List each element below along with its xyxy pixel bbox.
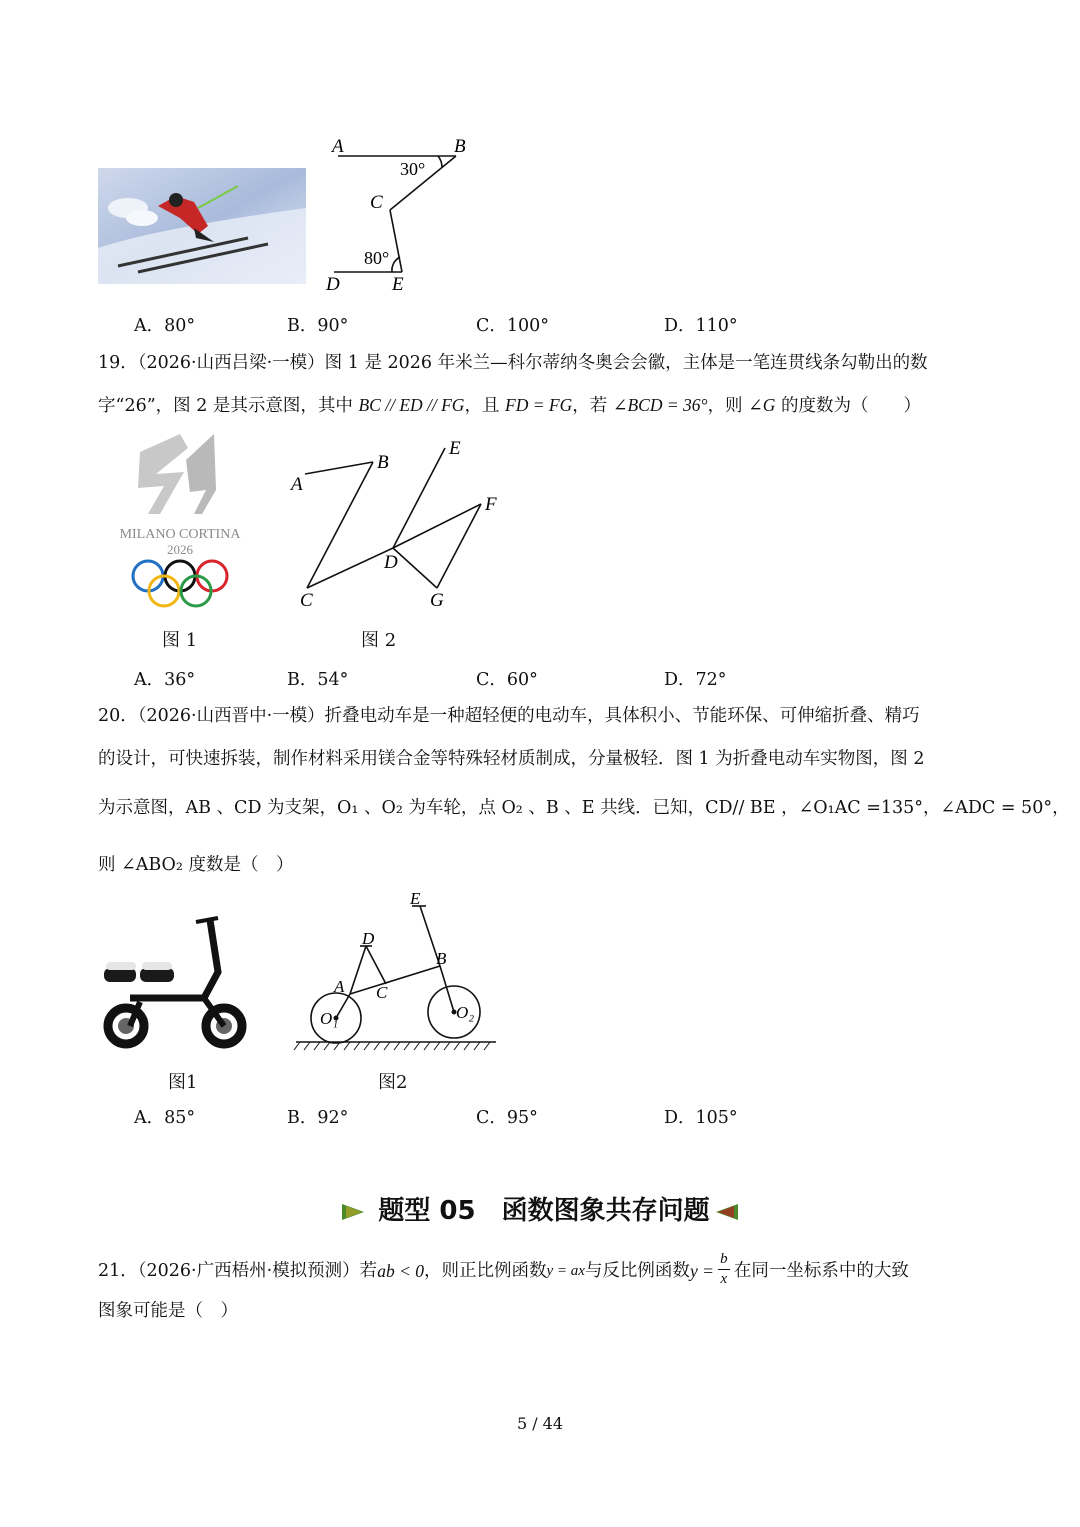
q18-geometry-figure	[320, 132, 480, 297]
q19-option-c: C．60°	[476, 670, 538, 690]
label-E: E	[410, 890, 421, 908]
label-D: D	[384, 552, 398, 573]
q20-stem-line2: 的设计，可快速拆装，制作材料采用镁合金等特殊轻材质制成，分量极轻．图 1 为折叠电动车实物图，图 2	[98, 749, 925, 769]
q20-option-d: D．105°	[664, 1108, 738, 1128]
q20-fig1-caption: 图1	[168, 1072, 198, 1093]
q19-stem-line1: 19．（2026·山西吕梁·一模）图 1 是 2026 年米兰—科尔蒂纳冬奥会会徽，主体是一笔连贯线条勾勒出的数	[98, 353, 928, 373]
q19-fig1-caption: 图 1	[162, 630, 198, 651]
logo-text-milano: MILANO CORTINA	[119, 527, 241, 542]
angle-80: 80°	[364, 248, 390, 268]
label-D: D	[326, 274, 340, 295]
q18-option-d: D．110°	[664, 316, 738, 336]
q18-option-c: C．100°	[476, 316, 550, 336]
label-E: E	[392, 274, 404, 295]
page-number: 5 / 44	[516, 1414, 564, 1433]
q21-stem-line2: 图象可能是（ ）	[98, 1301, 238, 1321]
q20-stem-line1: 20．（2026·山西晋中·一模）折叠电动车是一种超轻便的电动车，具体积小、节能环保、可伸缩折叠、精巧	[98, 706, 920, 726]
angle-30: 30°	[400, 159, 426, 179]
q21-stem-line1: 21．（2026·广西梧州·模拟预测）若 ab < 0 ，则正比例函数 y = ax 与反比例函数 y = b x 在同一坐标系中的大致	[98, 1251, 909, 1287]
label-A: A	[332, 136, 344, 157]
q19-fig2-caption: 图 2	[361, 630, 397, 651]
q19-option-d: D．72°	[664, 670, 727, 690]
q18-option-a: A．80°	[134, 316, 196, 336]
q19-geometry-figure	[285, 432, 510, 612]
q20-option-a: A．85°	[134, 1108, 196, 1128]
label-B: B	[436, 949, 447, 968]
q18-option-b: B．90°	[287, 316, 349, 336]
label-E: E	[449, 438, 461, 459]
q19-option-a: A．36°	[134, 670, 196, 690]
logo-text-year: 2026	[167, 542, 193, 557]
label-A: A	[291, 474, 303, 495]
skier-photo	[98, 168, 306, 284]
left-arrow-icon	[712, 1202, 740, 1222]
q20-fig2-caption: 图2	[378, 1072, 408, 1093]
label-C: C	[370, 192, 383, 213]
label-F: F	[485, 494, 497, 515]
q20-option-c: C．95°	[476, 1108, 538, 1128]
fraction: b x	[718, 1252, 730, 1287]
q20-geometry-figure	[290, 890, 505, 1055]
q20-stem-line3: 为示意图，AB 、CD 为支架，O₁ 、O₂ 为车轮，点 O₂ 、B 、E 共线．已知，CD// BE ，∠O₁AC =135°，∠ADC = 50°，	[98, 798, 1070, 818]
right-arrow-icon	[340, 1202, 368, 1222]
label-C: C	[300, 590, 313, 611]
q19-stem-line2: 字“26”，图 2 是其示意图，其中 BC // ED // FG，且 FD = FG，若 ∠BCD = 36°，则 ∠G 的度数为（ ）	[98, 395, 922, 416]
label-O1: O₁	[320, 1009, 339, 1028]
q19-option-b: B．54°	[287, 670, 349, 690]
label-G: G	[430, 590, 444, 611]
label-B: B	[454, 136, 466, 157]
q20-option-b: B．92°	[287, 1108, 349, 1128]
label-B: B	[377, 452, 389, 473]
label-A: A	[334, 977, 345, 996]
label-C: C	[376, 983, 388, 1002]
label-D: D	[362, 929, 375, 948]
section-title-text: 题型 05 函数图象共存问题	[378, 1196, 710, 1226]
section-heading	[0, 1190, 1080, 1227]
label-O2: O₂	[456, 1003, 475, 1022]
olympic-logo	[98, 430, 263, 610]
folding-ebike-photo	[100, 912, 248, 1052]
q20-stem-line4: 则 ∠ABO₂ 度数是（ ）	[98, 855, 294, 875]
